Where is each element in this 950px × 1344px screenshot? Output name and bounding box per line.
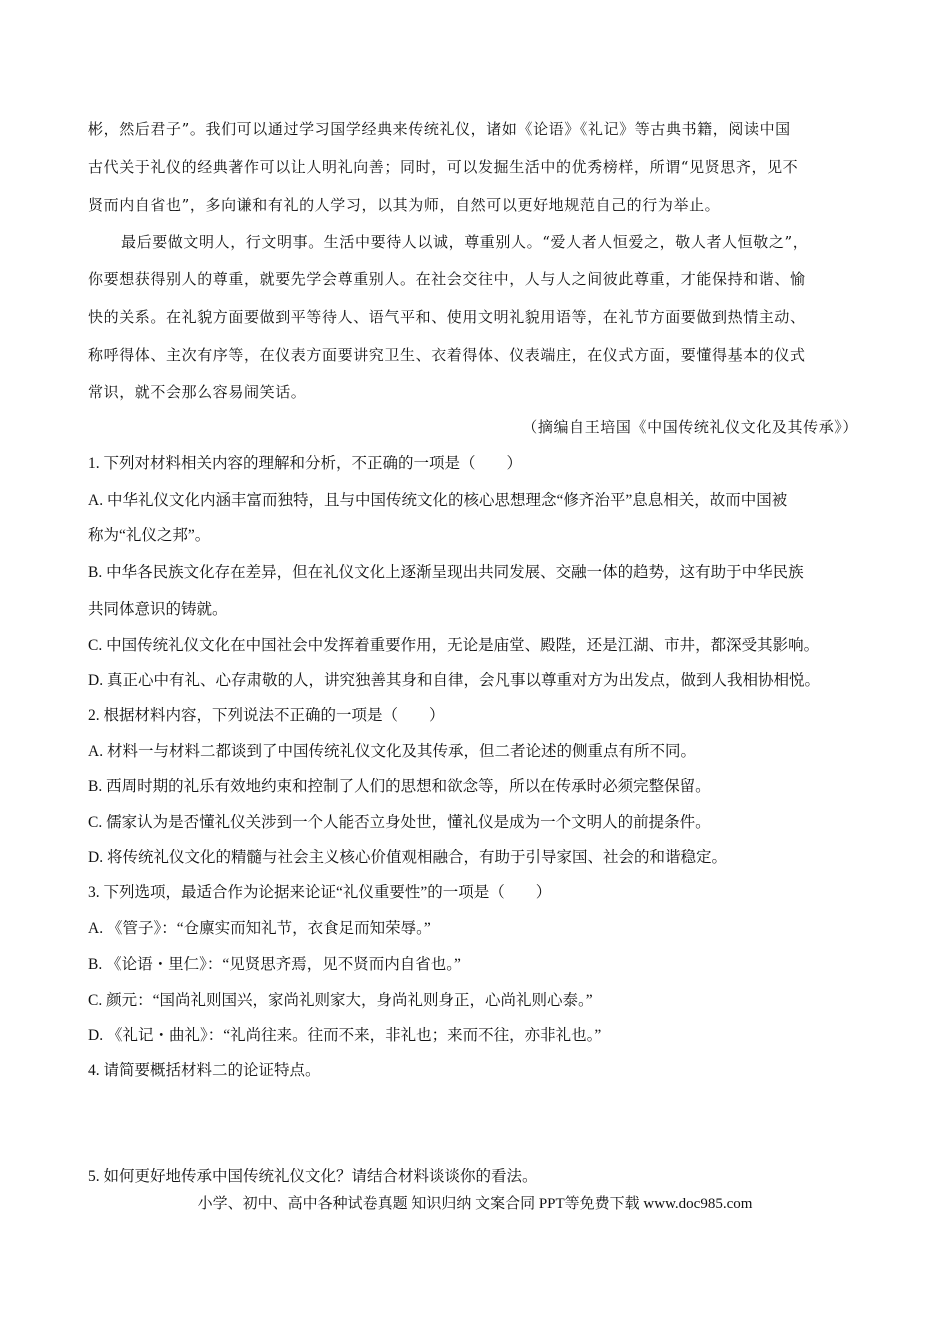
question-4: 4. 请简要概括材料二的论证特点。: [88, 1062, 321, 1079]
page-footer: 小学、初中、高中各种试卷真题 知识归纳 文案合同 PPT等免费下载 www.doc985.com: [197, 1196, 753, 1212]
option-2c: C. 儒家认为是否懂礼仪关涉到一个人能否立身处世，懂礼仪是成为一个文明人的前提条件。: [88, 814, 711, 831]
passage-line: 称呼得体、主次有序等，在仪表方面要讲究卫生、衣着得体、仪表端庄，在仪式方面，要懂得基本的仪式: [88, 346, 806, 364]
question-3: 3. 下列选项，最适合作为论据来论证“礼仪重要性”的一项是（ ）: [88, 884, 552, 901]
option-2d: D. 将传统礼仪文化的精髓与社会主义核心价值观相融合，有助于引导家国、社会的和谐稳定。: [88, 849, 727, 866]
passage-line: 贤而内自省也”，多向谦和有礼的人学习，以其为师，自然可以更好地规范自己的行为举止。: [88, 196, 721, 214]
option-1b-cont: 共同体意识的铸就。: [88, 601, 228, 618]
option-1d: D. 真正心中有礼、心存肃敬的人，讲究独善其身和自律，会凡事以尊重对方为出发点，做到人我相协相悦。: [88, 672, 820, 689]
option-2b: B. 西周时期的礼乐有效地约束和控制了人们的思想和欲念等，所以在传承时必须完整保留。: [88, 778, 711, 795]
question-2: 2. 根据材料内容，下列说法不正确的一项是（ ）: [88, 707, 445, 724]
passage-line: 最后要做文明人，行文明事。生活中要待人以诚，尊重别人。“爱人者人恒爱之，敬人者人恒敬之”，: [121, 233, 809, 251]
source-citation: （摘编自王培国《中国传统礼仪文化及其传承》）: [522, 418, 858, 436]
option-1a-cont: 称为“礼仪之邦”。: [88, 527, 211, 544]
option-1c: C. 中国传统礼仪文化在中国社会中发挥着重要作用，无论是庙堂、殿陛，还是江湖、市井，都深受其影响。: [88, 637, 820, 654]
question-1: 1. 下列对材料相关内容的理解和分析，不正确的一项是（ ）: [88, 455, 523, 472]
passage-line: 彬，然后君子”。我们可以通过学习国学经典来传统礼仪，诸如《论语》《礼记》等古典书籍，阅读中国: [88, 120, 791, 138]
option-1a: A. 中华礼仪文化内涵丰富而独特，且与中国传统文化的核心思想理念“修齐治平”息息相关，故而中国被: [88, 492, 788, 509]
passage-line: 古代关于礼仪的经典著作可以让人明礼向善；同时，可以发掘生活中的优秀榜样，所谓“见贤思齐，见不: [88, 158, 799, 176]
option-3d: D. 《礼记・曲礼》：“礼尚往来。往而不来，非礼也；来而不往，亦非礼也。”: [88, 1027, 602, 1044]
option-3c: C. 颜元：“国尚礼则国兴，家尚礼则家大，身尚礼则身正，心尚礼则心泰。”: [88, 992, 593, 1009]
passage-line: 快的关系。在礼貌方面要做到平等待人、语气平和、使用文明礼貌用语等，在礼节方面要做到热情主动、: [88, 308, 806, 326]
option-3a: A. 《管子》：“仓廪实而知礼节，衣食足而知荣辱。”: [88, 920, 431, 937]
option-1b: B. 中华各民族文化存在差异，但在礼仪文化上逐渐呈现出共同发展、交融一体的趋势，这有助于中华民族: [88, 564, 804, 581]
question-5: 5. 如何更好地传承中国传统礼仪文化？请结合材料谈谈你的看法。: [88, 1168, 538, 1185]
option-3b: B. 《论语・里仁》：“见贤思齐焉，见不贤而内自省也。”: [88, 956, 461, 973]
option-2a: A. 材料一与材料二都谈到了中国传统礼仪文化及其传承，但二者论述的侧重点有所不同。: [88, 743, 696, 760]
passage-line: 你要想获得别人的尊重，就要先学会尊重别人。在社会交往中，人与人之间彼此尊重，才能保持和谐、愉: [88, 270, 806, 288]
passage-line: 常识，就不会那么容易闹笑话。: [88, 383, 307, 401]
